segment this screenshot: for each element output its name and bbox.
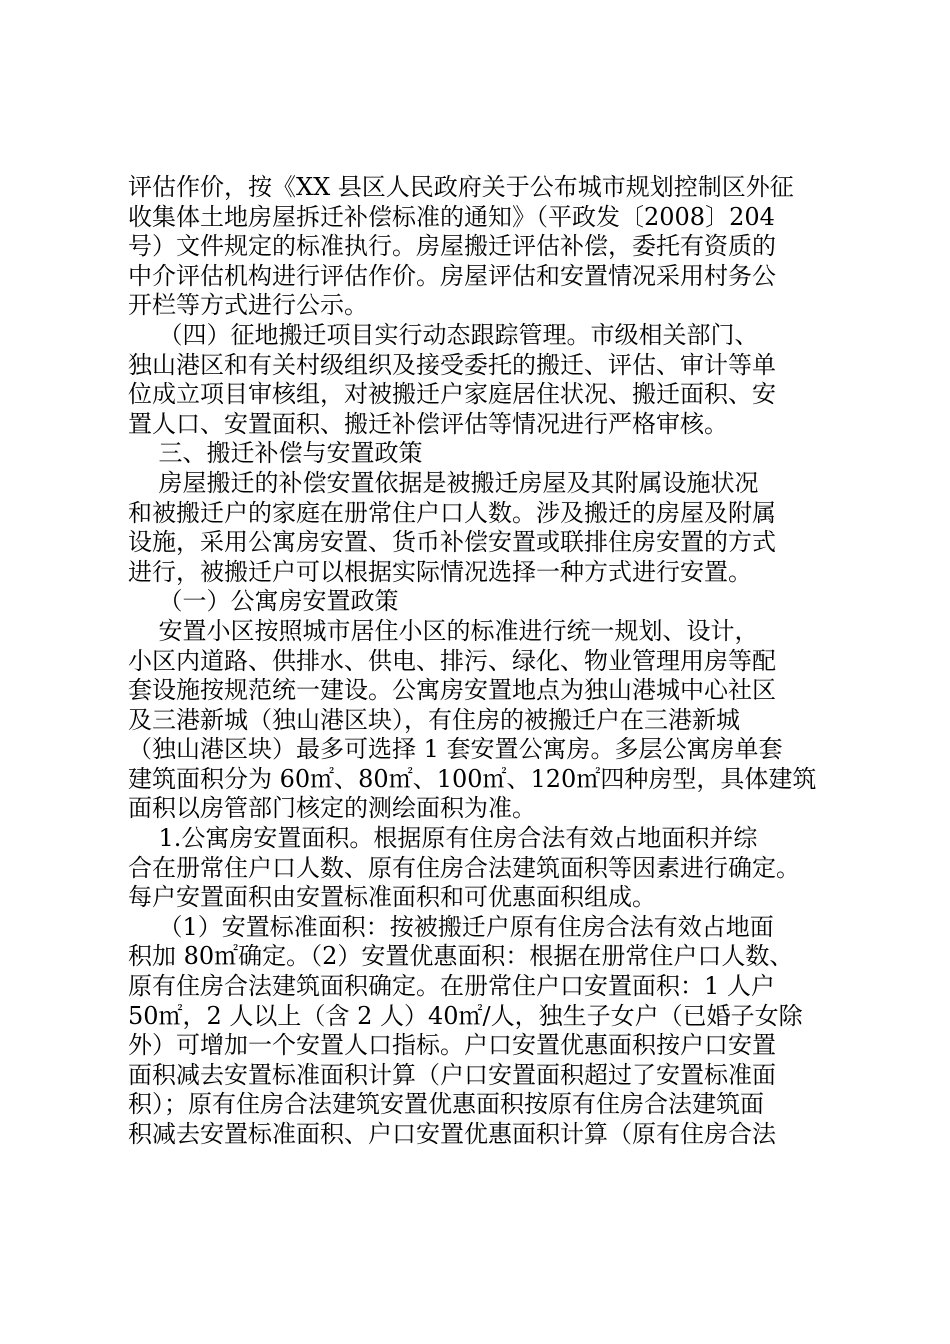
text-line: 外）可增加一个安置人口指标。户口安置优惠面积按户口安置	[128, 1031, 776, 1060]
text-line: 进行，被搬迁户可以根据实际情况选择一种方式进行安置。	[128, 557, 752, 586]
text-line: 每户安置面积由安置标准面积和可优惠面积组成。	[128, 883, 656, 912]
text-line: 及三港新城（独山港区块），有住房的被搬迁户在三港新城	[128, 705, 740, 734]
text-line: （1）安置标准面积：按被搬迁户原有住房合法有效占地面	[128, 912, 774, 941]
subsection-heading: （一）公寓房安置政策	[128, 587, 399, 616]
text-line: 建筑面积分为 60㎡、80㎡、100㎡、120㎡四种房型，具体建筑	[128, 764, 817, 793]
text-line: 积加 80㎡确定。（2）安置优惠面积：根据在册常住户口人数、	[128, 942, 794, 971]
text-line: 开栏等方式进行公示。	[128, 291, 368, 320]
text-line: 面积以房管部门核定的测绘面积为准。	[128, 794, 536, 823]
text-line: 中介评估机构进行评估作价。房屋评估和安置情况采用村务公	[128, 261, 776, 290]
text-line: 设施，采用公寓房安置、货币补偿安置或联排住房安置的方式	[128, 528, 776, 557]
text-line: （独山港区块）最多可选择 1 套安置公寓房。多层公寓房单套	[128, 735, 783, 764]
text-line: 原有住房合法建筑面积确定。在册常住户口安置面积：1 人户	[128, 972, 775, 1001]
text-line: 独山港区和有关村级组织及接受委托的搬迁、评估、审计等单	[128, 350, 776, 379]
document-body	[128, 173, 834, 1150]
text-line: 合在册常住户口人数、原有住房合法建筑面积等因素进行确定。	[128, 853, 800, 882]
text-line: 安置小区按照城市居住小区的标准进行统一规划、设计，	[128, 616, 759, 645]
text-line: 50㎡，2 人以上（含 2 人）40㎡/人，独生子女户（已婚子女除	[128, 1001, 803, 1030]
text-line: 和被搬迁户的家庭在册常住户口人数。涉及搬迁的房屋及附属	[128, 498, 776, 527]
text-line: 积）；原有住房合法建筑安置优惠面积按原有住房合法建筑面	[128, 1090, 764, 1119]
text-line: 积减去安置标准面积、户口安置优惠面积计算（原有住房合法	[128, 1120, 776, 1148]
text-line: 位成立项目审核组，对被搬迁户家庭居住状况、搬迁面积、安	[128, 380, 776, 409]
text-line: 小区内道路、供排水、供电、排污、绿化、物业管理用房等配	[128, 646, 776, 675]
text-line: 号）文件规定的标准执行。房屋搬迁评估补偿，委托有资质的	[128, 232, 776, 261]
text-line: 面积减去安置标准面积计算（户口安置面积超过了安置标准面	[128, 1060, 776, 1089]
text-line: 置人口、安置面积、搬迁补偿评估等情况进行严格审核。	[128, 409, 728, 438]
text-line: 套设施按规范统一建设。公寓房安置地点为独山港城中心社区	[128, 676, 776, 705]
text-line: 评估作价，按《XX 县区人民政府关于公布城市规划控制区外征	[128, 173, 794, 201]
text-line: 房屋搬迁的补偿安置依据是被搬迁房屋及其附属设施状况	[128, 468, 759, 497]
text-line: 1.公寓房安置面积。根据原有住房合法有效占地面积并综	[128, 824, 758, 853]
text-line: （四）征地搬迁项目实行动态跟踪管理。市级相关部门、	[128, 320, 759, 349]
text-line: 收集体土地房屋拆迁补偿标准的通知》（平政发〔2008〕204	[128, 202, 775, 231]
section-heading: 三、搬迁补偿与安置政策	[128, 439, 423, 468]
